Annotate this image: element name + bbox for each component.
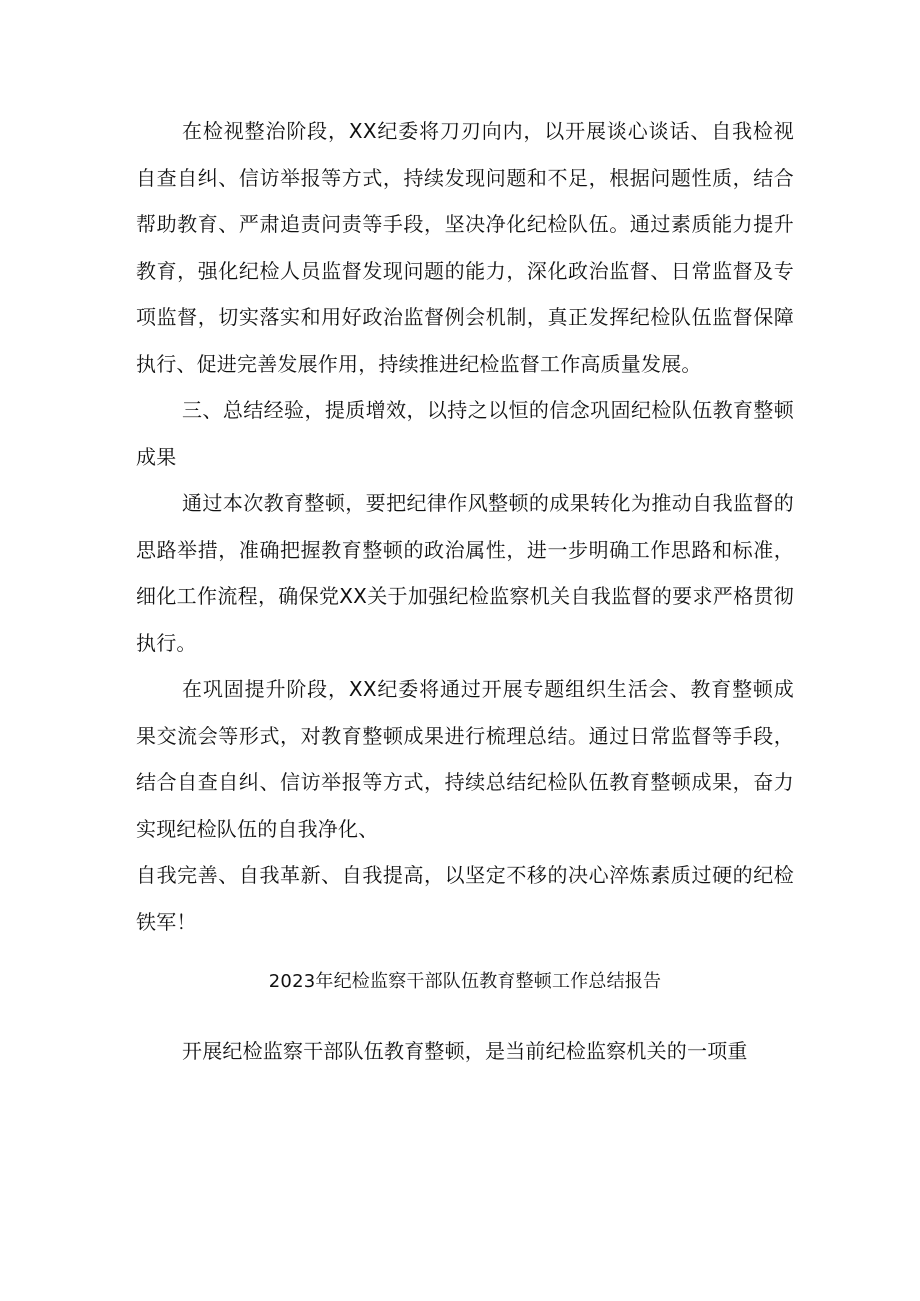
paragraph-continuation: 自我完善、自我革新、自我提高，以坚定不移的决心淬炼素质过硬的纪检铁军！ [136, 863, 794, 934]
section-heading-three: 三、总结经验，提质增效，以持之以恒的信念巩固纪检队伍教育整顿成果 [136, 398, 794, 469]
paragraph-report-intro: 开展纪检监察干部队伍教育整顿，是当前纪检监察机关的一项重 [182, 1038, 748, 1063]
paragraph-consolidation-stage: 在巩固提升阶段，XX纪委将通过开展专题组织生活会、教育整顿成果交流会等形式，对教育整顿成果进行梳理总结。通过日常监督等手段，结合自查自纠、信访举报等方式，持续总结纪检队伍教育整顿成果，奋力实现纪检队伍的自我净化、 [136, 677, 794, 841]
paragraph-inspection-stage: 在检视整治阶段，XX纪委将刀刃向内，以开展谈心谈话、自我检视自查自纠、信访举报等方式，持续发现问题和不足，根据问题性质，结合帮助教育、严肃追责问责等手段，坚决净化纪检队伍。通过素质能力提升教育，强化纪检人员监督发现问题的能力，深化政治监督、日常监督及专项监督，切实落实和用好政治监督例会机制，真正发挥纪检队伍监督保障执行、促进完善发展作用，持续推进纪检监督工作高质量发展。 [136, 119, 794, 376]
report-title: 2023年纪检监察干部队伍教育整顿工作总结报告 [268, 971, 662, 992]
document-body [136, 108, 794, 1074]
paragraph-education-results: 通过本次教育整顿，要把纪律作风整顿的成果转化为推动自我监督的思路举措，准确把握教育整顿的政治属性，进一步明确工作思路和标准，细化工作流程，确保党XX关于加强纪检监察机关自我监督的要求严格贯彻执行。 [136, 491, 794, 655]
